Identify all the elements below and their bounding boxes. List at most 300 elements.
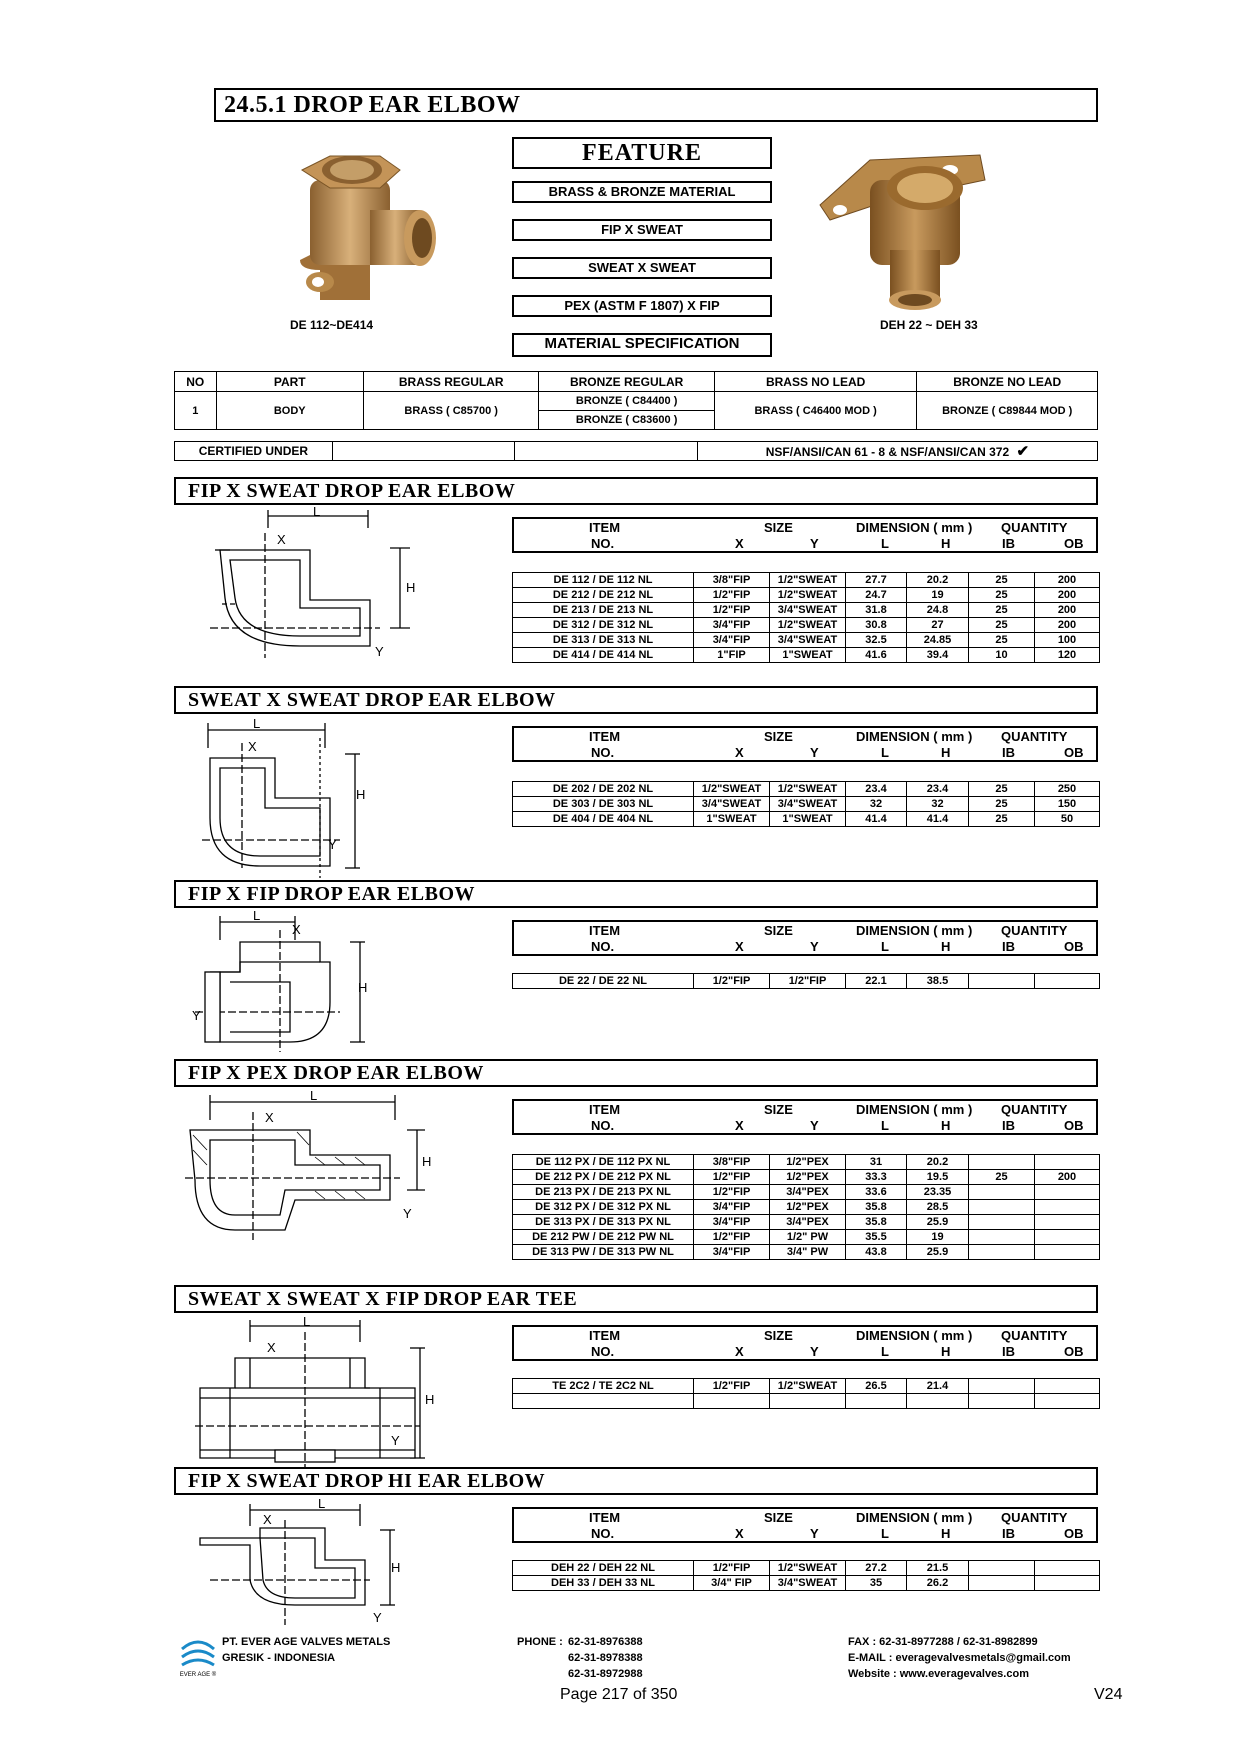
th-h: H (941, 1526, 951, 1541)
table-cell: 25 (969, 573, 1035, 588)
th-ib: IB (1002, 536, 1015, 551)
th-ob: OB (1064, 1526, 1084, 1541)
dim-l: L (318, 1496, 326, 1511)
table-cell (1035, 1576, 1100, 1591)
dim-x: X (267, 1340, 276, 1355)
table-cell: 23.4 (846, 782, 907, 797)
table-header (512, 517, 1098, 553)
table-cell: 1/2"PEX (770, 1200, 846, 1215)
th-quantity: QUANTITY (1001, 729, 1068, 744)
table-cell: DE 312 / DE 312 NL (513, 618, 694, 633)
table-cell: 1/2"SWEAT (770, 573, 846, 588)
table-cell: 1/2"FIP (694, 1379, 770, 1394)
table-cell: DE 212 / DE 212 NL (513, 588, 694, 603)
table-cell (1035, 1561, 1100, 1576)
th-quantity: QUANTITY (1001, 520, 1068, 535)
table-cell: 3/4"PEX (770, 1215, 846, 1230)
dim-l: L (253, 716, 261, 731)
header-no: NO (175, 372, 217, 392)
table-cell: 250 (1035, 782, 1100, 797)
table-cell: 25.9 (907, 1215, 969, 1230)
dim-y: Y (328, 837, 337, 852)
company-name: PT. EVER AGE VALVES METALS (222, 1636, 391, 1648)
checkmark-icon: ✔ (1016, 443, 1030, 460)
th-size: SIZE (764, 520, 793, 535)
table-cell: 35.8 (846, 1215, 907, 1230)
table-cell: 35 (846, 1576, 907, 1591)
phone-2: 62-31-8978388 (568, 1652, 643, 1664)
th-size: SIZE (764, 1328, 793, 1343)
table-cell: 1/2"FIP (694, 603, 770, 618)
dim-l: L (253, 908, 261, 923)
table-cell: 32 (907, 797, 969, 812)
table-cell: 1/2"SWEAT (770, 588, 846, 603)
th-x: X (735, 939, 744, 954)
table-cell: 1/2"FIP (694, 974, 770, 989)
th-x: X (735, 745, 744, 760)
dim-h: H (391, 1560, 401, 1575)
row-bronze-regular-1: BRONZE ( C84400 ) (539, 392, 714, 411)
dim-h: H (356, 787, 366, 802)
th-quantity: QUANTITY (1001, 1102, 1068, 1117)
phone-label: PHONE : (517, 1636, 563, 1648)
table-cell: 1/2"FIP (694, 1561, 770, 1576)
table-cell: 1"SWEAT (770, 648, 846, 663)
drop-ear-tee-diagram (195, 1314, 445, 1468)
phone-1: 62-31-8976388 (568, 1636, 643, 1648)
material-spec-table (174, 371, 1098, 430)
table-cell: 38.5 (907, 974, 969, 989)
table-cell: 3/4" FIP (694, 1576, 770, 1591)
th-x: X (735, 536, 744, 551)
table-cell: 28.5 (907, 1200, 969, 1215)
th-l: L (881, 536, 889, 551)
page-title: 24.5.1 DROP EAR ELBOW (214, 88, 1098, 122)
table-cell: DE 213 PX / DE 213 PX NL (513, 1185, 694, 1200)
table-row (513, 633, 1100, 648)
table-cell: 23.4 (907, 782, 969, 797)
certified-table (174, 441, 1098, 461)
th-h: H (941, 939, 951, 954)
table-cell (969, 1215, 1035, 1230)
table-cell: 27 (907, 618, 969, 633)
table-cell (1035, 1185, 1100, 1200)
table-cell: 100 (1035, 633, 1100, 648)
table-row (513, 1576, 1100, 1591)
table-cell: 39.4 (907, 648, 969, 663)
data-table (512, 572, 1100, 663)
th-no: NO. (591, 1526, 615, 1541)
table-cell: 23.35 (907, 1185, 969, 1200)
table-cell: 1/2" PW (770, 1230, 846, 1245)
table-cell: 1/2"SWEAT (770, 618, 846, 633)
table-cell: 1/2"PEX (770, 1170, 846, 1185)
feature-item: FIP X SWEAT (512, 219, 772, 241)
table-cell: 3/4"SWEAT (770, 1576, 846, 1591)
table-cell (969, 1155, 1035, 1170)
table-cell: 33.6 (846, 1185, 907, 1200)
table-cell: 200 (1035, 618, 1100, 633)
table-cell: 1/2"FIP (694, 1230, 770, 1245)
th-l: L (881, 1344, 889, 1359)
table-cell: 200 (1035, 588, 1100, 603)
table-cell: 25 (969, 603, 1035, 618)
table-cell: TE 2C2 / TE 2C2 NL (513, 1379, 694, 1394)
table-cell (770, 1394, 846, 1409)
th-h: H (941, 1344, 951, 1359)
table-cell: 20.2 (907, 573, 969, 588)
th-h: H (941, 1118, 951, 1133)
th-dimension: DIMENSION ( mm ) (856, 1102, 973, 1117)
th-x: X (735, 1344, 744, 1359)
th-size: SIZE (764, 1510, 793, 1525)
dim-x: X (265, 1110, 274, 1125)
right-photo-caption: DEH 22 ~ DEH 33 (880, 318, 978, 332)
th-item: ITEM (589, 729, 621, 744)
table-cell: 31.8 (846, 603, 907, 618)
table-cell: 25 (969, 633, 1035, 648)
table-cell: 30.8 (846, 618, 907, 633)
table-cell: 32.5 (846, 633, 907, 648)
fip-sweat-elbow-diagram (200, 504, 440, 668)
table-cell: 25 (969, 797, 1035, 812)
feature-item: PEX (ASTM F 1807) X FIP (512, 295, 772, 317)
table-cell: 25 (969, 1170, 1035, 1185)
feature-item: BRASS & BRONZE MATERIAL (512, 181, 772, 203)
table-cell (969, 974, 1035, 989)
table-row (513, 573, 1100, 588)
table-cell (1035, 1215, 1100, 1230)
th-y: Y (810, 745, 819, 760)
dim-x: X (263, 1512, 272, 1527)
table-cell (969, 1576, 1035, 1591)
data-table (512, 1560, 1100, 1591)
table-cell: 35.5 (846, 1230, 907, 1245)
table-cell: 3/8"FIP (694, 1155, 770, 1170)
row-bronze-regular-2: BRONZE ( C83600 ) (539, 411, 714, 430)
table-row (513, 603, 1100, 618)
table-cell: 1/2"SWEAT (770, 782, 846, 797)
certified-empty (332, 442, 515, 461)
drop-hi-ear-elbow-diagram (195, 1496, 435, 1630)
table-cell: 25 (969, 588, 1035, 603)
data-table (512, 781, 1100, 827)
th-ib: IB (1002, 1344, 1015, 1359)
table-cell: 1/2"FIP (770, 974, 846, 989)
table-cell: DEH 22 / DEH 22 NL (513, 1561, 694, 1576)
table-cell: 31 (846, 1155, 907, 1170)
th-dimension: DIMENSION ( mm ) (856, 729, 973, 744)
table-cell: DE 313 / DE 313 NL (513, 633, 694, 648)
section-title: FIP X SWEAT DROP HI EAR ELBOW (174, 1467, 1098, 1495)
fip-pex-elbow-diagram (185, 1090, 445, 1250)
table-cell: 21.5 (907, 1561, 969, 1576)
table-cell: 27.2 (846, 1561, 907, 1576)
table-cell: 41.4 (907, 812, 969, 827)
th-x: X (735, 1526, 744, 1541)
th-size: SIZE (764, 729, 793, 744)
material-spec-heading: MATERIAL SPECIFICATION (512, 333, 772, 357)
th-dimension: DIMENSION ( mm ) (856, 520, 973, 535)
table-cell: 26.2 (907, 1576, 969, 1591)
section-title: SWEAT X SWEAT X FIP DROP EAR TEE (174, 1285, 1098, 1313)
table-cell: 1/2"FIP (694, 588, 770, 603)
table-row (513, 797, 1100, 812)
table-cell: DE 202 / DE 202 NL (513, 782, 694, 797)
table-cell: DE 404 / DE 404 NL (513, 812, 694, 827)
table-cell (969, 1185, 1035, 1200)
section-title: FIP X SWEAT DROP EAR ELBOW (174, 477, 1098, 505)
th-l: L (881, 1526, 889, 1541)
table-cell: 25.9 (907, 1245, 969, 1260)
table-cell: 25 (969, 812, 1035, 827)
table-row (513, 1230, 1100, 1245)
row-brass-regular: BRASS ( C85700 ) (363, 392, 538, 430)
th-item: ITEM (589, 1102, 621, 1117)
header-bronze-regular: BRONZE REGULAR (539, 372, 714, 392)
table-cell (1035, 1379, 1100, 1394)
th-dimension: DIMENSION ( mm ) (856, 1510, 973, 1525)
drop-hi-ear-elbow-photo-right (810, 150, 990, 310)
table-cell: 3/4"FIP (694, 618, 770, 633)
table-cell: 20.2 (907, 1155, 969, 1170)
table-row (513, 648, 1100, 663)
th-ob: OB (1064, 745, 1084, 760)
th-size: SIZE (764, 1102, 793, 1117)
table-cell: 1/2"FIP (694, 1185, 770, 1200)
table-cell (969, 1394, 1035, 1409)
table-cell (969, 1245, 1035, 1260)
dim-y: Y (391, 1433, 400, 1448)
table-cell (694, 1394, 770, 1409)
page-number: Page 217 of 350 (560, 1686, 678, 1703)
table-cell: 41.4 (846, 812, 907, 827)
table-row (513, 1394, 1100, 1409)
header-brass-no-lead: BRASS NO LEAD (714, 372, 917, 392)
dim-y: Y (192, 1008, 201, 1023)
table-cell (969, 1230, 1035, 1245)
table-row (513, 812, 1100, 827)
table-cell: 19 (907, 588, 969, 603)
phone-3: 62-31-8972988 (568, 1668, 643, 1680)
section-title: FIP X FIP DROP EAR ELBOW (174, 880, 1098, 908)
table-header (512, 1507, 1098, 1543)
table-row (513, 1379, 1100, 1394)
table-cell (1035, 974, 1100, 989)
table-cell (969, 1561, 1035, 1576)
certified-value: NSF/ANSI/CAN 61 - 8 & NSF/ANSI/CAN 372 (765, 445, 1010, 459)
table-cell: 150 (1035, 797, 1100, 812)
dim-h: H (406, 580, 416, 595)
dim-l: L (313, 504, 321, 519)
table-cell: 1"FIP (694, 648, 770, 663)
row-brass-no-lead: BRASS ( C46400 MOD ) (714, 392, 917, 430)
certified-empty (515, 442, 698, 461)
table-cell: DE 213 / DE 213 NL (513, 603, 694, 618)
th-no: NO. (591, 1118, 615, 1133)
th-y: Y (810, 536, 819, 551)
table-cell: 3/4"SWEAT (770, 603, 846, 618)
table-cell: 1/2"FIP (694, 1170, 770, 1185)
table-cell: 1"SWEAT (694, 812, 770, 827)
header-part: PART (216, 372, 363, 392)
table-cell: DE 112 / DE 112 NL (513, 573, 694, 588)
table-row (513, 588, 1100, 603)
table-cell: 43.8 (846, 1245, 907, 1260)
row-bronze-no-lead: BRONZE ( C89844 MOD ) (917, 392, 1098, 430)
table-row (513, 618, 1100, 633)
table-row (513, 1155, 1100, 1170)
table-cell (907, 1394, 969, 1409)
th-size: SIZE (764, 923, 793, 938)
th-no: NO. (591, 1344, 615, 1359)
section-title: SWEAT X SWEAT DROP EAR ELBOW (174, 686, 1098, 714)
table-row (513, 1170, 1100, 1185)
data-table (512, 1154, 1100, 1260)
table-cell: 3/4"FIP (694, 1245, 770, 1260)
table-cell: 1"SWEAT (770, 812, 846, 827)
website-link[interactable]: Website : www.everagevalves.com (848, 1668, 1029, 1680)
dim-l: L (310, 1088, 318, 1103)
dim-y: Y (375, 644, 384, 659)
table-cell: 22.1 (846, 974, 907, 989)
table-cell: 25 (969, 618, 1035, 633)
table-cell: DE 313 PW / DE 313 PW NL (513, 1245, 694, 1260)
table-cell: 27.7 (846, 573, 907, 588)
table-cell: 1/2"SWEAT (694, 782, 770, 797)
table-cell: 19 (907, 1230, 969, 1245)
th-y: Y (810, 1118, 819, 1133)
table-cell: DE 414 / DE 414 NL (513, 648, 694, 663)
table-cell (513, 1394, 694, 1409)
header-brass-regular: BRASS REGULAR (363, 372, 538, 392)
table-header (512, 726, 1098, 762)
table-row (513, 974, 1100, 989)
th-l: L (881, 939, 889, 954)
table-cell: 3/4"FIP (694, 633, 770, 648)
table-cell: 35.8 (846, 1200, 907, 1215)
table-cell: 25 (969, 782, 1035, 797)
dim-h: H (422, 1154, 432, 1169)
table-cell: 3/4"PEX (770, 1185, 846, 1200)
table-cell: DE 212 PW / DE 212 PW NL (513, 1230, 694, 1245)
th-x: X (735, 1118, 744, 1133)
table-cell: 10 (969, 648, 1035, 663)
dim-y: Y (403, 1206, 412, 1221)
table-cell: 3/4" PW (770, 1245, 846, 1260)
table-row (513, 1185, 1100, 1200)
table-cell: 24.7 (846, 588, 907, 603)
th-no: NO. (591, 939, 615, 954)
table-cell: 24.8 (907, 603, 969, 618)
th-ib: IB (1002, 745, 1015, 760)
table-cell: 3/4"FIP (694, 1215, 770, 1230)
table-cell: 3/4"SWEAT (694, 797, 770, 812)
th-dimension: DIMENSION ( mm ) (856, 1328, 973, 1343)
fax: FAX : 62-31-8977288 / 62-31-8982899 (848, 1636, 1038, 1648)
th-h: H (941, 536, 951, 551)
th-y: Y (810, 1526, 819, 1541)
dim-l: L (303, 1314, 311, 1329)
certified-label: CERTIFIED UNDER (175, 442, 333, 461)
table-cell (846, 1394, 907, 1409)
dim-h: H (358, 980, 368, 995)
row-no: 1 (175, 392, 217, 430)
table-cell: DEH 33 / DEH 33 NL (513, 1576, 694, 1591)
th-ob: OB (1064, 1344, 1084, 1359)
table-cell: 1/2"PEX (770, 1155, 846, 1170)
th-item: ITEM (589, 923, 621, 938)
th-h: H (941, 745, 951, 760)
table-cell: 41.6 (846, 648, 907, 663)
table-row (513, 1215, 1100, 1230)
table-cell: DE 212 PX / DE 212 PX NL (513, 1170, 694, 1185)
th-ib: IB (1002, 939, 1015, 954)
section-title: FIP X PEX DROP EAR ELBOW (174, 1059, 1098, 1087)
table-cell: 3/4"FIP (694, 1200, 770, 1215)
table-cell: 3/4"SWEAT (770, 797, 846, 812)
th-ob: OB (1064, 536, 1084, 551)
table-header (512, 1099, 1098, 1135)
company-city: GRESIK - INDONESIA (222, 1652, 336, 1664)
table-cell: 21.4 (907, 1379, 969, 1394)
email-link[interactable]: E-MAIL : everagevalvesmetals@gmail.com (848, 1652, 1071, 1664)
certified-value-cell (697, 442, 1097, 461)
table-cell: 33.3 (846, 1170, 907, 1185)
th-y: Y (810, 1344, 819, 1359)
table-cell: 32 (846, 797, 907, 812)
dim-y: Y (373, 1610, 382, 1625)
table-cell: DE 313 PX / DE 313 PX NL (513, 1215, 694, 1230)
table-cell (1035, 1155, 1100, 1170)
data-table (512, 973, 1100, 989)
table-cell: 1/2"SWEAT (770, 1561, 846, 1576)
table-row (513, 782, 1100, 797)
table-row (513, 1245, 1100, 1260)
left-photo-caption: DE 112~DE414 (290, 318, 374, 332)
th-l: L (881, 745, 889, 760)
th-item: ITEM (589, 520, 621, 535)
dim-x: X (292, 922, 301, 937)
th-ob: OB (1064, 1118, 1084, 1133)
table-cell (1035, 1394, 1100, 1409)
table-cell: 120 (1035, 648, 1100, 663)
table-cell: 200 (1035, 603, 1100, 618)
drop-ear-elbow-photo-left (280, 150, 440, 310)
ever-age-logo (178, 1635, 218, 1677)
th-l: L (881, 1118, 889, 1133)
th-dimension: DIMENSION ( mm ) (856, 923, 973, 938)
table-cell: 200 (1035, 573, 1100, 588)
table-cell (1035, 1230, 1100, 1245)
table-cell: 3/4"SWEAT (770, 633, 846, 648)
table-row (513, 1561, 1100, 1576)
table-cell (1035, 1245, 1100, 1260)
table-cell: DE 22 / DE 22 NL (513, 974, 694, 989)
table-cell: DE 112 PX / DE 112 PX NL (513, 1155, 694, 1170)
table-cell: 1/2"SWEAT (770, 1379, 846, 1394)
feature-heading: FEATURE (512, 137, 772, 169)
version: V24 (1094, 1686, 1123, 1703)
dim-x: X (248, 739, 257, 754)
table-cell (969, 1379, 1035, 1394)
table-cell: 50 (1035, 812, 1100, 827)
table-cell: DE 303 / DE 303 NL (513, 797, 694, 812)
th-item: ITEM (589, 1328, 621, 1343)
table-cell: 24.85 (907, 633, 969, 648)
table-cell (1035, 1200, 1100, 1215)
th-item: ITEM (589, 1510, 621, 1525)
